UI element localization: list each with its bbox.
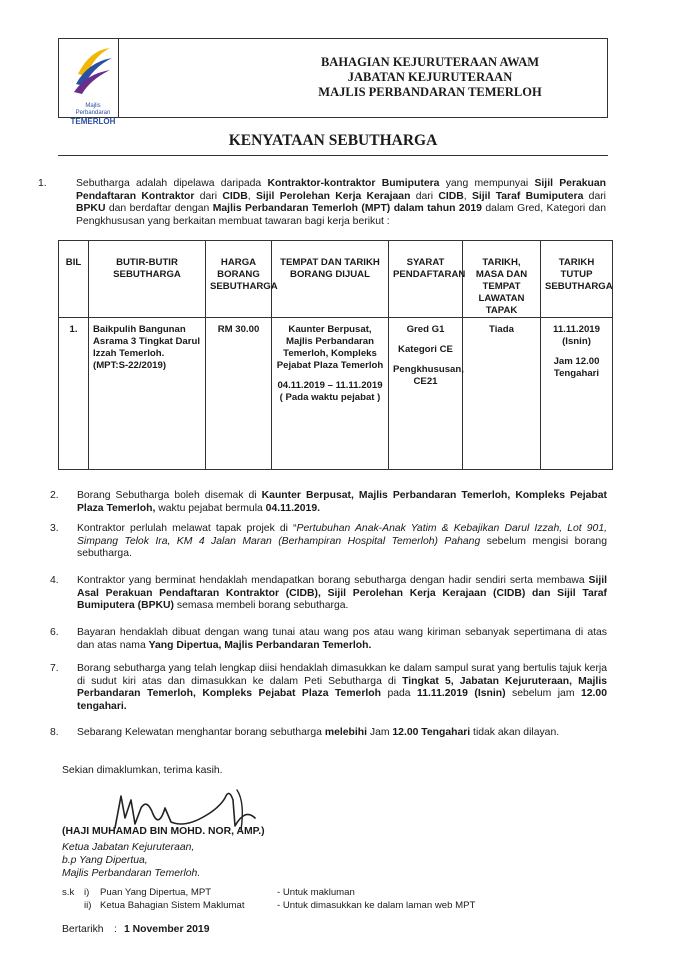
department-line: BAHAGIAN KEJURUTERAAN AWAM bbox=[320, 55, 540, 69]
mpt-logo-mark-icon bbox=[70, 44, 116, 100]
signatory-line: Ketua Jabatan Kejuruteraan, bbox=[62, 842, 195, 853]
cell-tutup bbox=[541, 318, 613, 470]
date-separator: : bbox=[114, 924, 117, 935]
para-number: 6. bbox=[50, 627, 59, 638]
cell-tempat bbox=[272, 318, 389, 470]
col-header-bil: BIL bbox=[59, 241, 89, 318]
syarat-pengkhususan: Pengkhususan, CE21 bbox=[393, 364, 464, 387]
para-number: 1. bbox=[38, 178, 47, 189]
paragraph-inspection: Borang Sebutharga boleh disemak di Kaunter Berpusat, Majlis Perbandaran Temerloh, Kompleks Pejabat Plaza Temerloh, waktu pejabat bermula 04.11.2019. bbox=[77, 490, 607, 514]
tutup-time: Jam 12.00 Tengahari bbox=[553, 356, 600, 379]
quotation-table bbox=[58, 240, 613, 470]
cc-item-name: Ketua Bahagian Sistem Maklumat bbox=[100, 900, 245, 911]
col-header-harga: HARGA BORANG SEBUTHARGA bbox=[206, 241, 272, 318]
logo-caption-small: Majlis Perbandaran bbox=[75, 103, 111, 116]
mpt-logo bbox=[70, 44, 116, 126]
table-row bbox=[59, 318, 613, 470]
col-header-syarat: SYARAT PENDAFTARAN bbox=[389, 241, 463, 318]
col-header-tempat: TEMPAT DAN TARIKH BORANG DIJUAL bbox=[272, 241, 389, 318]
date-value: 1 November 2019 bbox=[124, 924, 210, 935]
logo-caption-name: TEMERLOH bbox=[70, 117, 116, 126]
para-number: 7. bbox=[50, 663, 59, 674]
paragraph-invitation: Sebutharga adalah dipelawa daripada Kontraktor-kontraktor Bumiputera yang mempunyai Sijil Perakuan Pendaftaran Kontraktor dari CIDB, Sijil Perolehan Kerja Kerajaan dari CIDB, Sijil Taraf Bumiputera dari BPKU dan berdaftar dengan Majlis Perbandaran Temerloh (MPT) dalam tahun 2019 dalam Gred, Kategori dan Pengkhususan yang berkaitan membuat tawaran bagi kerja berikut : bbox=[76, 178, 607, 227]
title-rule bbox=[58, 155, 608, 156]
document-title: KENYATAAN SEBUTHARGA bbox=[228, 132, 438, 149]
cc-item-name: Puan Yang Dipertua, MPT bbox=[100, 887, 212, 898]
cc-label: s.k bbox=[62, 887, 75, 898]
syarat-gred: Gred G1 bbox=[406, 324, 445, 335]
tempat-note: ( Pada waktu pejabat ) bbox=[279, 392, 381, 403]
letterhead-divider bbox=[118, 38, 119, 118]
col-header-butir: BUTIR-BUTIR SEBUTHARGA bbox=[89, 241, 206, 318]
para-number: 4. bbox=[50, 575, 59, 586]
date-label: Bertarikh bbox=[62, 924, 104, 935]
tutup-date: 11.11.2019 (Isnin) bbox=[553, 324, 600, 347]
cell-harga: RM 30.00 bbox=[206, 318, 272, 470]
paragraph-documents: Kontraktor yang berminat hendaklah mendapatkan borang sebutharga dengan hadir sendiri serta membawa Sijil Asal Perakuan Pendaftaran Kontraktor (CIDB), Sijil Perolehan Kerja Kerajaan (CIDB) dan Sijil Taraf Bumiputera (BPKU) semasa membeli borang sebutharga. bbox=[77, 575, 607, 612]
col-header-lawatan: TARIKH, MASA DAN TEMPAT LAWATAN TAPAK bbox=[463, 241, 541, 318]
closing-line: Sekian dimaklumkan, terima kasih. bbox=[62, 765, 223, 776]
paragraph-late: Sebarang Kelewatan menghantar borang sebutharga melebihi Jam 12.00 Tengahari tidak akan dilayan. bbox=[77, 727, 560, 738]
tempat-location: Kaunter Berpusat, Majlis Perbandaran Temerloh, Kompleks Pejabat Plaza Temerloh bbox=[276, 324, 384, 371]
department-heading bbox=[260, 55, 600, 100]
col-header-tutup: TARIKH TUTUP SEBUTHARGA bbox=[541, 241, 613, 318]
cell-lawatan: Tiada bbox=[463, 318, 541, 470]
signatory-line: Majlis Perbandaran Temerloh. bbox=[62, 868, 201, 879]
cc-item-number: ii) bbox=[84, 900, 92, 911]
signatory-titles bbox=[62, 841, 200, 880]
department-line: JABATAN KEJURUTERAAN bbox=[347, 70, 513, 84]
cell-bil: 1. bbox=[59, 318, 89, 470]
signatory-name: (HAJI MUHAMAD BIN MOHD. NOR, AMP.) bbox=[62, 826, 265, 837]
tempat-date: 04.11.2019 – 11.11.2019 bbox=[277, 380, 383, 391]
cell-butir: Baikpulih Bangunan Asrama 3 Tingkat Darul Izzah Temerloh. (MPT:S-22/2019) bbox=[89, 318, 206, 470]
syarat-kategori: Kategori CE bbox=[398, 344, 453, 355]
paragraph-site-visit: Kontraktor perlulah melawat tapak projek di “Pertubuhan Anak-Anak Yatim & Kebajikan Darul Izzah, Lot 901, Simpang Telok Ira, KM 4 Jalan Maran (Berhampiran Hospital Temerloh) Pahang sebelum mengisi borang sebutharga. bbox=[77, 523, 608, 560]
para-number: 2. bbox=[50, 490, 59, 501]
cc-item-note: - Untuk dimasukkan ke dalam laman web MPT bbox=[277, 900, 476, 911]
paragraph-submission: Borang sebutharga yang telah lengkap diisi hendaklah dimasukkan ke dalam sampul surat yang bertulis tajuk kerja di sudut kiri atas dan dimasukkan ke dalam Peti Sebutharga di Tingkat 5, Jabatan Kejuruteraan, Majlis Perbandaran Temerloh, Kompleks Pejabat Plaza Temerloh pada 11.11.2019 (Isnin) sebelum jam 12.00 tengahari. bbox=[77, 663, 607, 712]
department-line: MAJLIS PERBANDARAN TEMERLOH bbox=[318, 85, 542, 99]
para-number: 3. bbox=[50, 523, 59, 534]
cell-syarat bbox=[389, 318, 463, 470]
table-header-row bbox=[59, 241, 613, 318]
cc-item-note: - Untuk makluman bbox=[277, 887, 355, 898]
para-number: 8. bbox=[50, 727, 59, 738]
cc-item-number: i) bbox=[84, 887, 90, 898]
signatory-line: b.p Yang Dipertua, bbox=[62, 855, 148, 866]
paragraph-payment: Bayaran hendaklah dibuat dengan wang tunai atau wang pos atau wang kiriman sebanyak sepertimana di atas dan atas nama Yang Dipertua, Majlis Perbandaran Temerloh. bbox=[77, 627, 607, 651]
